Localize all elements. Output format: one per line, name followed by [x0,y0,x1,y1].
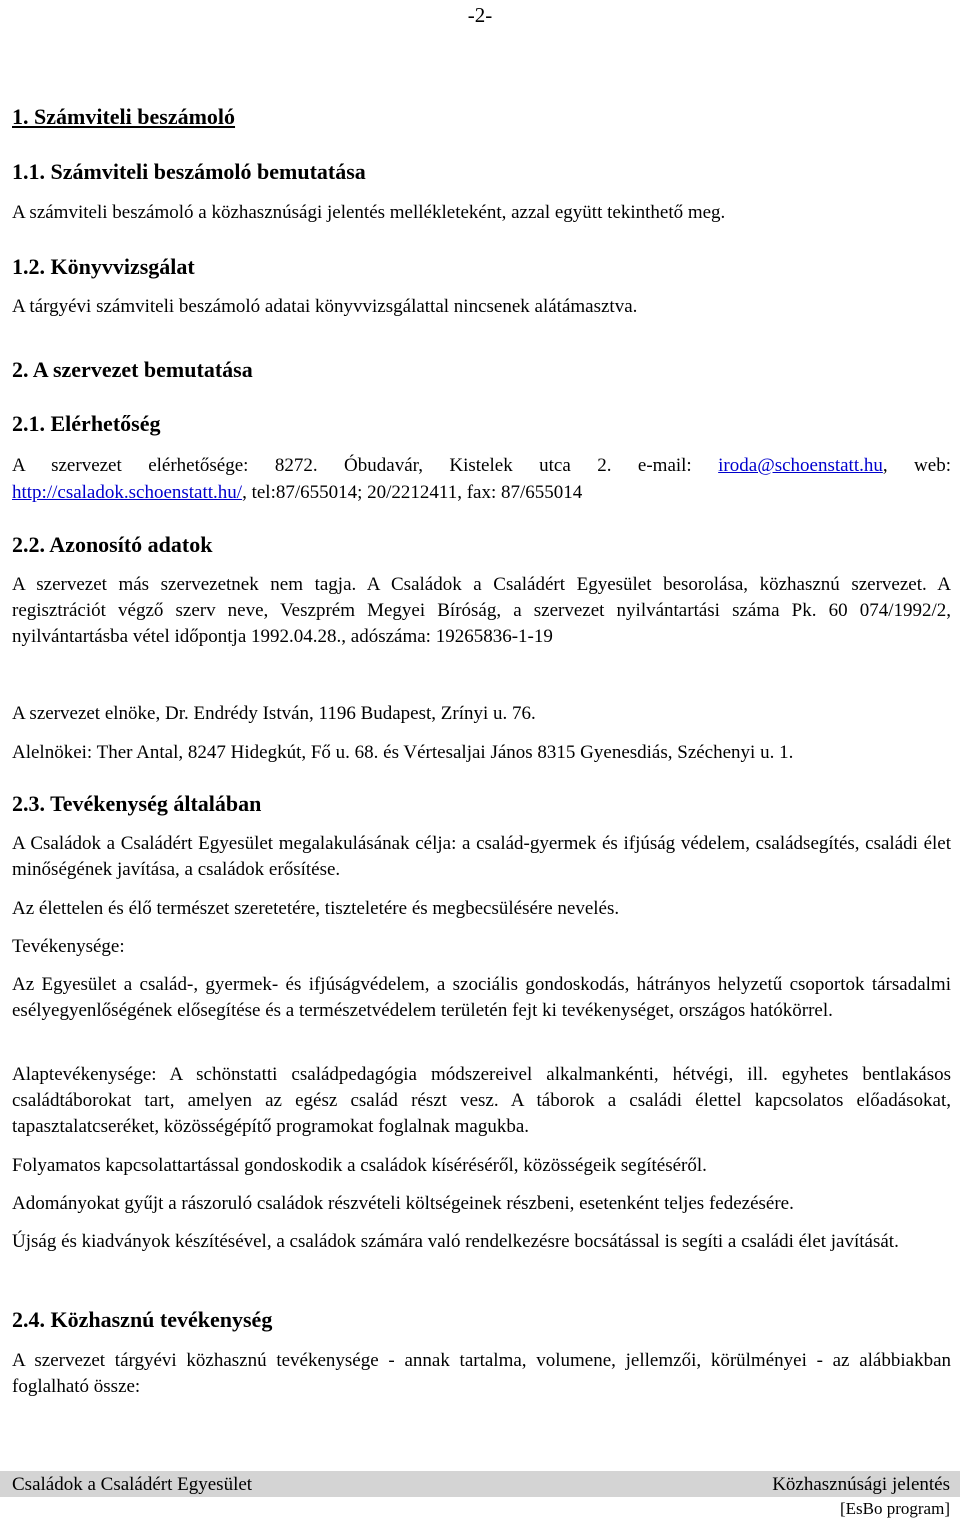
president-line: A szervezet elnöke, Dr. Endrédy István, 1196 Budapest, Zrínyi u. 76. [12,703,536,724]
section-2-3-p5: Alaptevékenysége: A schönstatti családpedagógia módszereivel alkalmankénti, hétvégi, ill. egyhetes bentlakásos családtáborokat tart, amelyen az egész család részt vesz. A táborok a családi élettel kapcsolatos előadásokat, tapasztalatcseréket, közösségépítő programokat foglalnak magukba. [12,1064,951,1137]
section-2-3-p6: Folyamatos kapcsolattartással gondoskodik a családok kíséréséről, közösségeik segítéséről. [12,1155,707,1176]
page-number: -2- [467,3,493,27]
section-1-title: 1. Számviteli beszámoló [12,104,236,129]
section-1-1-heading: 1.1. Számviteli beszámoló bemutatása [12,159,366,184]
vice-president-line: Alelnökei: Ther Antal, 8247 Hidegkút, Fő u. 68. és Vértesaljai János 8315 Gyenesdiás, Széchenyi u. 1. [12,742,794,763]
section-2-3-p4: Az Egyesület a család-, gyermek- és ifjúságvédelem, a szociális gondoskodás, hátrányos helyzetű csoportok társadalmi esélyegyenlőségének elősegítése és a természetvédelem területén fejt ki tevékenységet, országos hatókörrel. [12,974,951,1021]
section-1-2-heading: 1.2. Könyvvizsgálat [12,254,195,279]
web-label: , web: [882,455,951,476]
section-1-2-text: A tárgyévi számviteli beszámoló adatai könyvvizsgálattal nincsenek alátámasztva. [12,296,638,317]
section-2-2-text: A szervezet más szervezetnek nem tagja. A Családok a Családért Egyesület besorolása, közhasznú szervezet. A regisztrációt végző szerv neve, Veszprém Megyei Bíróság, a szervezet nyilvántartási száma Pk. 60 074/1992/2, nyilvántartásba vétel időpontja 1992.04.28., adószáma: 19265836-1-19 [12,574,951,647]
section-2-1-text [12,452,951,506]
section-2-4-heading: 2.4. Közhasznú tevékenység [12,1307,273,1332]
section-1-heading [12,104,951,130]
section-2-heading: 2. A szervezet bemutatása [12,357,253,382]
email-link[interactable]: iroda@schoenstatt.hu [718,455,883,476]
contact-address: A szervezet elérhetősége: 8272. Óbudavár, Kistelek utca 2. e-mail: [12,455,719,476]
section-2-1-heading: 2.1. Elérhetőség [12,411,161,436]
web-link[interactable]: http://csaladok.schoenstatt.hu/ [12,482,243,503]
section-2-3-heading: 2.3. Tevékenység általában [12,791,262,816]
footer-organization: Családok a Családért Egyesület [12,1474,253,1495]
section-2-3-p8: Újság és kiadványok készítésével, a családok számára való rendelkezésre bocsátással is segíti a családi élet javítását. [12,1231,899,1252]
section-2-3-p2: Az élettelen és élő természet szeretetére, tiszteletére és megbecsülésére nevelés. [12,898,620,919]
section-2-4-text: A szervezet tárgyévi közhasznú tevékenysége - annak tartalma, volumene, jellemzői, körülményei - az alábbiakban foglalható össze: [12,1350,951,1397]
footer-program: [EsBo program] [839,1499,950,1518]
section-1-1-text: A számviteli beszámoló a közhasznúsági jelentés mellékleteként, azzal együtt tekinthető meg. [12,202,726,223]
contact-phone: , tel:87/655014; 20/2212411, fax: 87/655014 [242,482,583,503]
section-2-3-p3: Tevékenysége: [12,936,125,957]
section-2-2-heading: 2.2. Azonosító adatok [12,532,213,557]
section-2-3-p1: A Családok a Családért Egyesület megalakulásának célja: a család-gyermek és ifjúság védelem, családsegítés, családi élet minőségének javítása, a családok erősítése. [12,833,951,880]
section-2-3-p7: Adományokat gyűjt a rászoruló családok részvételi költségeinek részbeni, esetenként teljes fedezésére. [12,1193,794,1214]
footer-report-title: Közhasznúsági jelentés [772,1474,950,1495]
